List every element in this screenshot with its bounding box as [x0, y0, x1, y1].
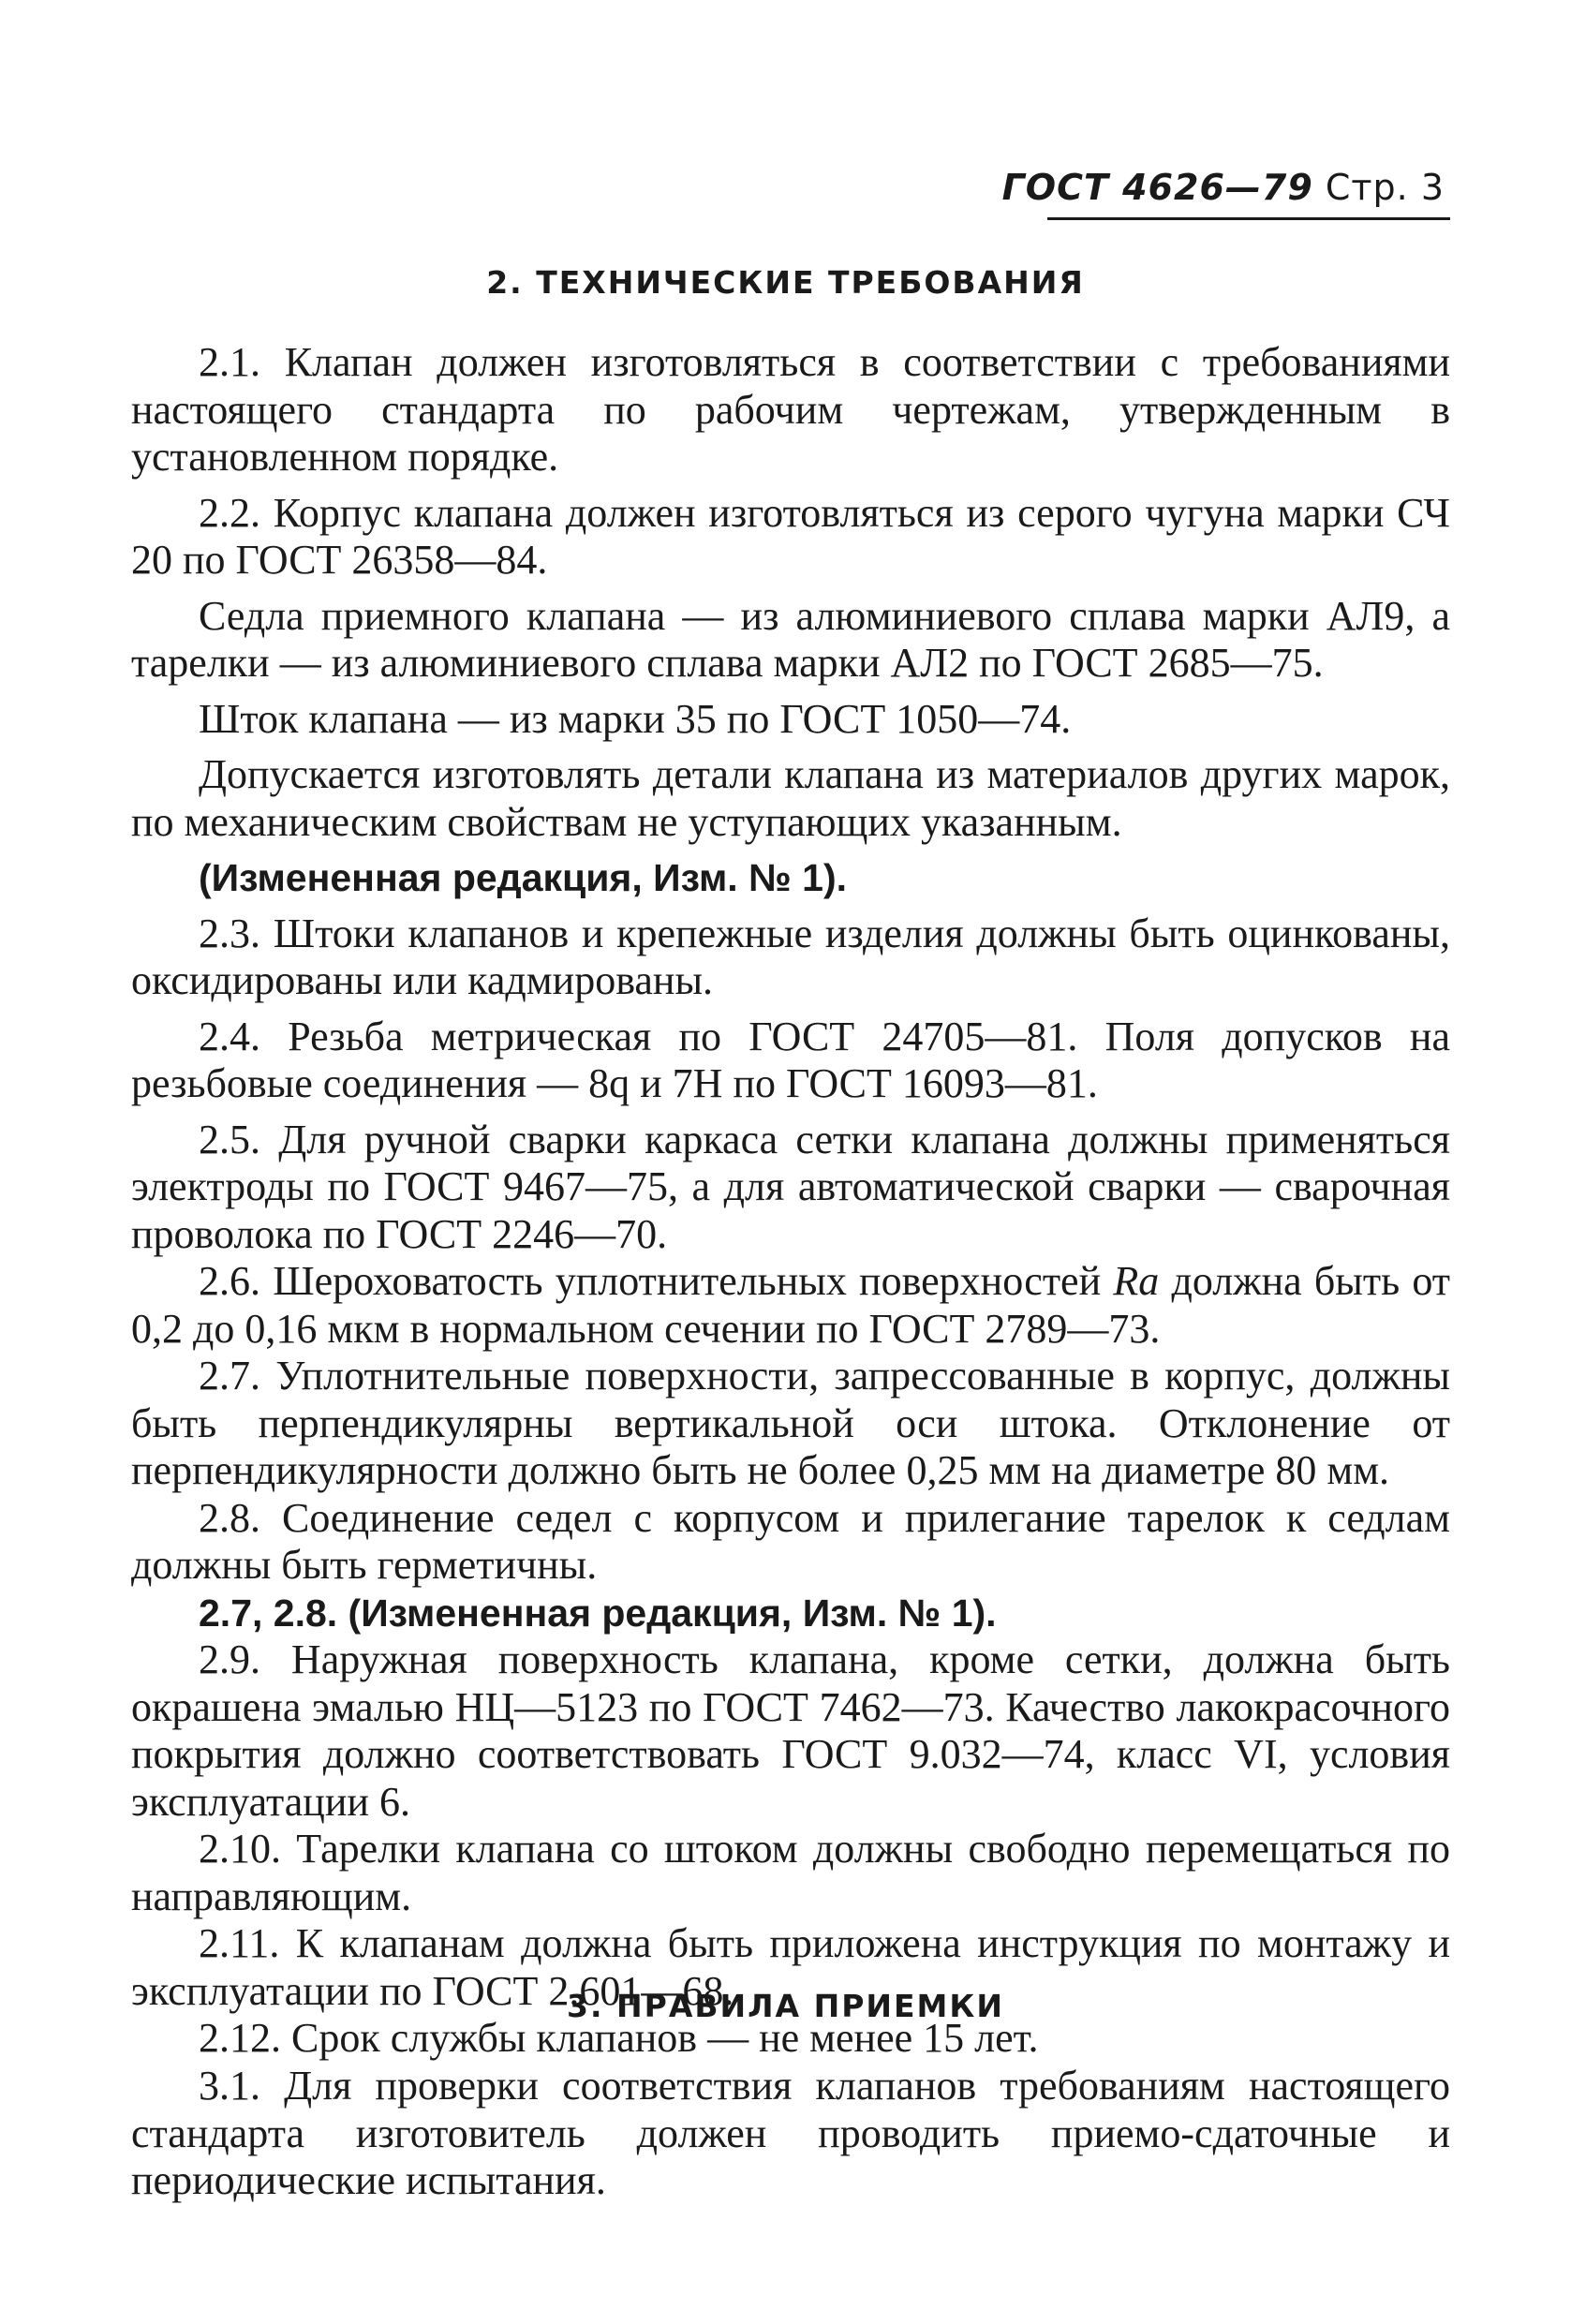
standard-number: ГОСТ 4626—79: [1001, 167, 1313, 208]
paragraph-2-3: 2.3. Штоки клапанов и крепежные изделия должны быть оцинкованы, оксидированы или кадмированы.: [131, 910, 1450, 1003]
paragraph-stem: Шток клапана — из марки 35 по ГОСТ 1050—74.: [199, 695, 1072, 742]
section-3-title: 3. ПРАВИЛА ПРИЕМКИ: [567, 1988, 1004, 2024]
section-2-body: [131, 339, 1450, 2063]
paragraph-2-11: 2.11. К клапанам должна быть приложена инструкция по монтажу и эксплуатации по ГОСТ 2.601—68.: [131, 1920, 1450, 2014]
paragraph-2-10: 2.10. Тарелки клапана со штоком должны свободно перемещаться по направляющим.: [131, 1826, 1450, 1919]
paragraph-allowed: Допускается изготовлять детали клапана из материалов других марок, по механическим свойствам не уступающих указанным.: [131, 751, 1450, 845]
paragraph-2-6-end: должна быть от 0,2 до 0,16 мкм в нормальном сечении по ГОСТ 2789—73.: [131, 1258, 1451, 1352]
paragraph-2-4: 2.4. Резьба метрическая по ГОСТ 24705—81. Поля допусков на резьбовые соединения — 8q и 7Н по ГОСТ 16093—81.: [131, 1013, 1450, 1106]
paragraph-2-6-start: 2.6. Шероховатость уплотнительных поверхностей: [199, 1258, 1102, 1304]
paragraph-2-9: 2.9. Наружная поверхность клапана, кроме сетки, должна быть окрашена эмалью НЦ—5123 по ГОСТ 7462—73. Качество лакокрасочного покрытия должно соответствовать ГОСТ 9.032—74, класс VI, условия эксплуатации 6.: [131, 1636, 1450, 1825]
paragraph-2-8: 2.8. Соединение седел с корпусом и прилегание тарелок к седлам должны быть герметичны.: [131, 1494, 1450, 1588]
paragraph-2-6: [131, 1258, 1450, 1353]
paragraph-2-5: 2.5. Для ручной сварки каркаса сетки клапана должны применяться электроды по ГОСТ 9467—75, а для автоматической сварки — сварочная проволока по ГОСТ 2246—70.: [131, 1116, 1450, 1257]
page-number: Стр. 3: [1325, 167, 1445, 208]
header-rule: [1047, 217, 1450, 220]
paragraph-2-1: 2.1. Клапан должен изготовляться в соответствии с требованиями настоящего стандарта по рабочим чертежам, утвержденным в установленном порядке.: [131, 339, 1450, 480]
paragraph-2-12: 2.12. Срок службы клапанов — не менее 15 лет.: [199, 2015, 1039, 2061]
amendment-note: (Измененная редакция, Изм. № 1).: [199, 856, 848, 899]
amendment-note-2: 2.7, 2.8. (Измененная редакция, Изм. № 1).: [199, 1591, 997, 1635]
paragraph-2-7: 2.7. Уплотнительные поверхности, запрессованные в корпус, должны быть перпендикулярны вертикальной оси штока. Отклонение от перпендикулярности должно быть не более 0,25 мм на диаметре 80 мм.: [131, 1353, 1450, 1493]
section-2-title: 2. ТЕХНИЧЕСКИЕ ТРЕБОВАНИЯ: [486, 264, 1085, 301]
page-header: [1002, 167, 1445, 208]
paragraph-seats: Седла приемного клапана — из алюминиевого сплава марки АЛ9, а тарелки — из алюминиевого сплава марки АЛ2 по ГОСТ 2685—75.: [131, 592, 1450, 686]
paragraph-3-1: 3.1. Для проверки соответствия клапанов требованиям настоящего стандарта изготовитель должен проводить приемо-сдаточные и периодические испытания.: [131, 2063, 1450, 2203]
paragraph-2-2: 2.2. Корпус клапана должен изготовляться из серого чугуна марки СЧ 20 по ГОСТ 26358—84.: [131, 489, 1450, 583]
section-3-body: [131, 2063, 1450, 2205]
roughness-symbol: Ra: [1113, 1258, 1160, 1304]
